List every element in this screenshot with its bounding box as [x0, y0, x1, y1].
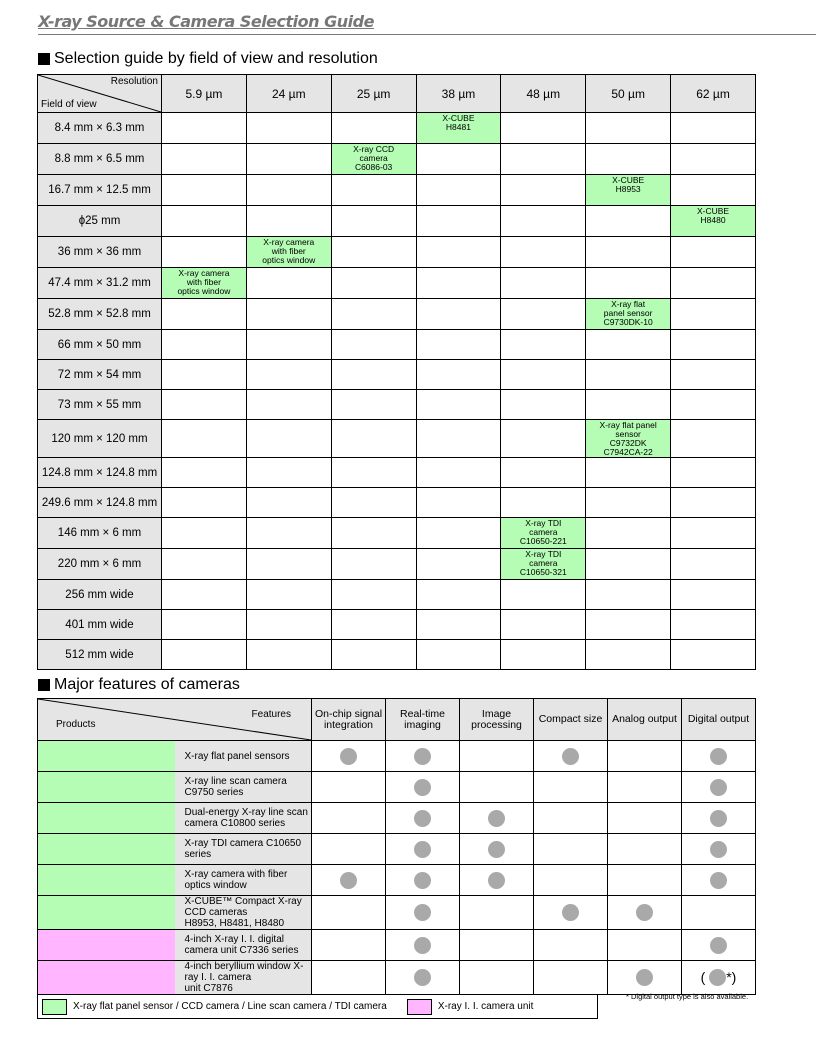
product-cell: X-ray flat panel sensor C9730DK-10 [586, 299, 671, 330]
empty-cell [331, 206, 416, 237]
fov-label: 47.4 mm × 31.2 mm [38, 268, 162, 299]
empty-cell [246, 144, 331, 175]
empty-cell [586, 640, 671, 670]
resolution-header: 50 µm [586, 75, 671, 113]
feature-cell [460, 772, 534, 803]
feature-dot-icon [414, 779, 431, 796]
feature-header: Image processing [460, 699, 534, 741]
corner-label-top: Resolution [110, 76, 158, 87]
empty-cell [671, 640, 756, 670]
table-row [38, 640, 756, 670]
product-cell: X-ray TDI camera C10650-221 [501, 518, 586, 549]
table-row [38, 113, 756, 144]
corner-label-bottom: Products [56, 719, 96, 730]
empty-cell [501, 610, 586, 640]
category-strip [38, 930, 175, 961]
legend-swatch-pink [407, 999, 432, 1015]
square-bullet-icon [38, 53, 50, 65]
empty-cell [586, 206, 671, 237]
feature-header: Analog output [608, 699, 682, 741]
table-row [38, 834, 756, 865]
section-heading-guide [38, 50, 378, 68]
resolution-header: 48 µm [501, 75, 586, 113]
feature-dot-icon [710, 748, 727, 765]
empty-cell [416, 299, 501, 330]
empty-cell [162, 390, 247, 420]
empty-cell [162, 237, 247, 268]
legend-label-pink: X-ray I. I. camera unit [437, 1001, 534, 1012]
feature-dot-icon [414, 904, 431, 921]
title-divider [38, 34, 816, 35]
empty-cell [246, 458, 331, 488]
empty-cell [501, 113, 586, 144]
empty-cell [586, 268, 671, 299]
features-table [37, 698, 756, 995]
empty-cell [671, 610, 756, 640]
empty-cell [586, 390, 671, 420]
empty-cell [162, 549, 247, 580]
product-cell: X-ray TDI camera C10650-321 [501, 549, 586, 580]
fov-label: 120 mm × 120 mm [38, 420, 162, 458]
empty-cell [501, 360, 586, 390]
empty-cell [671, 144, 756, 175]
table-row [38, 580, 756, 610]
feature-cell [460, 834, 534, 865]
empty-cell [416, 268, 501, 299]
feature-dot-icon [636, 969, 653, 986]
feature-cell [534, 896, 608, 930]
feature-cell [312, 772, 386, 803]
feature-dot-icon [414, 841, 431, 858]
corner-cell [38, 699, 312, 741]
category-strip [38, 772, 175, 803]
table-row [38, 237, 756, 268]
empty-cell [671, 299, 756, 330]
category-strip [38, 803, 175, 834]
fov-label: 73 mm × 55 mm [38, 390, 162, 420]
feature-cell [312, 741, 386, 772]
feature-cell [682, 865, 756, 896]
feature-cell [312, 834, 386, 865]
empty-cell [586, 330, 671, 360]
table-row [38, 488, 756, 518]
empty-cell [586, 549, 671, 580]
empty-cell [162, 360, 247, 390]
feature-dot-icon [414, 937, 431, 954]
resolution-header: 24 µm [246, 75, 331, 113]
table-row [38, 930, 756, 961]
empty-cell [162, 299, 247, 330]
feature-dot-icon [414, 872, 431, 889]
empty-cell [501, 580, 586, 610]
table-row [38, 268, 756, 299]
table-row [38, 803, 756, 834]
header-row [38, 699, 756, 741]
empty-cell [162, 420, 247, 458]
feature-cell [460, 803, 534, 834]
footnote: * Digital output type is also available. [626, 992, 749, 1001]
feature-cell [608, 896, 682, 930]
empty-cell [162, 113, 247, 144]
feature-cell [312, 896, 386, 930]
empty-cell [671, 390, 756, 420]
feature-cell [312, 865, 386, 896]
empty-cell [162, 458, 247, 488]
empty-cell [162, 488, 247, 518]
section-title: Selection guide by field of view and resolution [54, 50, 378, 67]
feature-cell [312, 803, 386, 834]
feature-header: Compact size [534, 699, 608, 741]
product-name: X-ray camera with fiber optics window [175, 865, 312, 896]
table-row [38, 610, 756, 640]
feature-cell [386, 834, 460, 865]
feature-dot-icon [340, 872, 357, 889]
empty-cell [586, 144, 671, 175]
table-row [38, 175, 756, 206]
empty-cell [416, 458, 501, 488]
table-row [38, 299, 756, 330]
empty-cell [671, 175, 756, 206]
empty-cell [246, 175, 331, 206]
legend [37, 994, 598, 1019]
table-row [38, 330, 756, 360]
empty-cell [586, 360, 671, 390]
empty-cell [162, 206, 247, 237]
page-title: X-ray Source & Camera Selection Guide [38, 12, 374, 31]
empty-cell [246, 580, 331, 610]
feature-cell [460, 896, 534, 930]
feature-header: Real-time imaging [386, 699, 460, 741]
empty-cell [501, 640, 586, 670]
empty-cell [331, 175, 416, 206]
header-row [38, 75, 756, 113]
empty-cell [586, 237, 671, 268]
feature-dot-icon [710, 779, 727, 796]
empty-cell [416, 518, 501, 549]
feature-header: Digital output [682, 699, 756, 741]
empty-cell [671, 330, 756, 360]
feature-dot-icon [414, 969, 431, 986]
feature-dot-icon [710, 872, 727, 889]
fov-label: 52.8 mm × 52.8 mm [38, 299, 162, 330]
empty-cell [501, 299, 586, 330]
feature-cell [608, 865, 682, 896]
empty-cell [586, 113, 671, 144]
empty-cell [501, 458, 586, 488]
legend-label-green: X-ray flat panel sensor / CCD camera / Line scan camera / TDI camera [73, 1001, 387, 1012]
empty-cell [501, 268, 586, 299]
empty-cell [331, 610, 416, 640]
empty-cell [246, 299, 331, 330]
empty-cell [162, 518, 247, 549]
table-row [38, 772, 756, 803]
fov-label: 401 mm wide [38, 610, 162, 640]
empty-cell [501, 206, 586, 237]
feature-dot-icon [414, 748, 431, 765]
empty-cell [162, 330, 247, 360]
empty-cell [416, 640, 501, 670]
category-strip [38, 741, 175, 772]
feature-cell [534, 741, 608, 772]
empty-cell [671, 113, 756, 144]
feature-dot-icon [488, 810, 505, 827]
empty-cell [331, 360, 416, 390]
table-row [38, 420, 756, 458]
empty-cell [416, 360, 501, 390]
empty-cell [331, 640, 416, 670]
empty-cell [671, 268, 756, 299]
empty-cell [162, 144, 247, 175]
resolution-header: 38 µm [416, 75, 501, 113]
category-strip [38, 896, 175, 930]
feature-cell [386, 896, 460, 930]
feature-cell [608, 961, 682, 995]
empty-cell [586, 610, 671, 640]
feature-dot-icon [710, 841, 727, 858]
feature-cell: ( *) [682, 961, 756, 995]
feature-header: On-chip signal integration [312, 699, 386, 741]
empty-cell [331, 458, 416, 488]
empty-cell [162, 610, 247, 640]
empty-cell [246, 549, 331, 580]
corner-cell [38, 75, 162, 113]
empty-cell [331, 113, 416, 144]
empty-cell [586, 518, 671, 549]
optional-note: * [726, 968, 732, 985]
empty-cell [416, 580, 501, 610]
empty-cell [331, 330, 416, 360]
empty-cell [246, 390, 331, 420]
fov-label: 72 mm × 54 mm [38, 360, 162, 390]
fov-label: 249.6 mm × 124.8 mm [38, 488, 162, 518]
empty-cell [416, 390, 501, 420]
feature-dot-icon [636, 904, 653, 921]
feature-cell [312, 930, 386, 961]
fov-label: 256 mm wide [38, 580, 162, 610]
empty-cell [586, 488, 671, 518]
empty-cell [331, 549, 416, 580]
empty-cell [331, 390, 416, 420]
table-row [38, 741, 756, 772]
empty-cell [246, 610, 331, 640]
product-name: X-ray line scan camera C9750 series [175, 772, 312, 803]
table-row [38, 458, 756, 488]
section-title: Major features of cameras [54, 676, 240, 693]
feature-cell [460, 741, 534, 772]
feature-cell [386, 865, 460, 896]
feature-cell [682, 834, 756, 865]
feature-cell [312, 961, 386, 995]
fov-label: 146 mm × 6 mm [38, 518, 162, 549]
empty-cell [416, 610, 501, 640]
table-row [38, 144, 756, 175]
empty-cell [416, 206, 501, 237]
feature-cell [460, 930, 534, 961]
empty-cell [586, 580, 671, 610]
table-row [38, 961, 756, 995]
product-name: 4-inch beryllium window X-ray I. I. camera unit C7876 [175, 961, 312, 995]
empty-cell [162, 175, 247, 206]
feature-cell [386, 772, 460, 803]
feature-dot-icon [488, 872, 505, 889]
feature-dot-icon [710, 937, 727, 954]
empty-cell [331, 237, 416, 268]
empty-cell [246, 640, 331, 670]
table-row [38, 206, 756, 237]
product-cell: X-ray flat panel sensor C9732DK C7942CA-22 [586, 420, 671, 458]
feature-cell [534, 961, 608, 995]
feature-cell [534, 834, 608, 865]
feature-cell [608, 930, 682, 961]
resolution-header: 62 µm [671, 75, 756, 113]
fov-label: 36 mm × 36 mm [38, 237, 162, 268]
square-bullet-icon [38, 679, 50, 691]
empty-cell [501, 144, 586, 175]
feature-dot-icon [562, 904, 579, 921]
resolution-header: 5.9 µm [162, 75, 247, 113]
empty-cell [671, 458, 756, 488]
product-name: Dual-energy X-ray line scan camera C10800 series [175, 803, 312, 834]
feature-cell [682, 772, 756, 803]
empty-cell [331, 518, 416, 549]
empty-cell [162, 580, 247, 610]
product-name: 4-inch X-ray I. I. digital camera unit C7336 series [175, 930, 312, 961]
empty-cell [416, 175, 501, 206]
empty-cell [416, 330, 501, 360]
feature-cell [608, 741, 682, 772]
product-cell: X-ray camera with fiber optics window [162, 268, 247, 299]
empty-cell [586, 458, 671, 488]
empty-cell [671, 518, 756, 549]
product-cell: X-ray camera with fiber optics window [246, 237, 331, 268]
feature-cell [608, 772, 682, 803]
section-heading-features [38, 676, 240, 694]
table-row [38, 896, 756, 930]
empty-cell [501, 390, 586, 420]
table-row [38, 865, 756, 896]
feature-dot-icon [340, 748, 357, 765]
empty-cell [501, 330, 586, 360]
fov-label: 16.7 mm × 12.5 mm [38, 175, 162, 206]
feature-cell [608, 834, 682, 865]
fov-label: 512 mm wide [38, 640, 162, 670]
empty-cell [331, 580, 416, 610]
empty-cell [416, 549, 501, 580]
feature-cell [386, 741, 460, 772]
empty-cell [671, 420, 756, 458]
empty-cell [671, 549, 756, 580]
feature-cell [608, 803, 682, 834]
product-cell: X-CUBE H8481 [416, 113, 501, 144]
feature-cell [460, 865, 534, 896]
empty-cell [671, 237, 756, 268]
feature-cell [386, 803, 460, 834]
empty-cell [671, 580, 756, 610]
fov-label: 220 mm × 6 mm [38, 549, 162, 580]
feature-cell [534, 772, 608, 803]
empty-cell [501, 237, 586, 268]
feature-dot-icon [709, 969, 726, 986]
product-cell: X-CUBE H8953 [586, 175, 671, 206]
empty-cell [331, 420, 416, 458]
empty-cell [501, 175, 586, 206]
empty-cell [331, 299, 416, 330]
feature-cell [534, 803, 608, 834]
feature-cell [386, 961, 460, 995]
empty-cell [416, 420, 501, 458]
product-cell: X-CUBE H8480 [671, 206, 756, 237]
empty-cell [416, 237, 501, 268]
empty-cell [416, 488, 501, 518]
feature-cell [534, 930, 608, 961]
feature-dot-icon [488, 841, 505, 858]
table-row [38, 518, 756, 549]
empty-cell [246, 330, 331, 360]
empty-cell [246, 518, 331, 549]
fov-label: 8.4 mm × 6.3 mm [38, 113, 162, 144]
table-row [38, 390, 756, 420]
legend-swatch-green [42, 999, 67, 1015]
feature-cell [682, 741, 756, 772]
fov-label: 124.8 mm × 124.8 mm [38, 458, 162, 488]
feature-cell [534, 865, 608, 896]
empty-cell [416, 144, 501, 175]
feature-cell [682, 803, 756, 834]
feature-dot-icon [414, 810, 431, 827]
feature-cell [682, 930, 756, 961]
category-strip [38, 865, 175, 896]
empty-cell [162, 640, 247, 670]
category-strip [38, 961, 175, 995]
feature-cell [460, 961, 534, 995]
empty-cell [246, 113, 331, 144]
empty-cell [671, 360, 756, 390]
empty-cell [246, 268, 331, 299]
fov-label: 8.8 mm × 6.5 mm [38, 144, 162, 175]
resolution-header: 25 µm [331, 75, 416, 113]
feature-dot-icon [710, 810, 727, 827]
fov-label: ϕ25 mm [38, 206, 162, 237]
fov-label: 66 mm × 50 mm [38, 330, 162, 360]
empty-cell [246, 420, 331, 458]
corner-label-bottom: Field of view [41, 99, 97, 110]
empty-cell [501, 488, 586, 518]
corner-label-top: Features [251, 709, 291, 720]
empty-cell [501, 420, 586, 458]
table-row [38, 360, 756, 390]
empty-cell [246, 488, 331, 518]
empty-cell [671, 488, 756, 518]
empty-cell [246, 360, 331, 390]
feature-cell [682, 896, 756, 930]
category-strip [38, 834, 175, 865]
feature-dot-icon [562, 748, 579, 765]
selection-guide-table [37, 74, 756, 670]
empty-cell [246, 206, 331, 237]
empty-cell [331, 488, 416, 518]
product-cell: X-ray CCD camera C6086-03 [331, 144, 416, 175]
product-name: X-CUBE™ Compact X-ray CCD cameras H8953, H8481, H8480 [175, 896, 312, 930]
table-row [38, 549, 756, 580]
product-name: X-ray TDI camera C10650 series [175, 834, 312, 865]
feature-cell [386, 930, 460, 961]
empty-cell [331, 268, 416, 299]
product-name: X-ray flat panel sensors [175, 741, 312, 772]
